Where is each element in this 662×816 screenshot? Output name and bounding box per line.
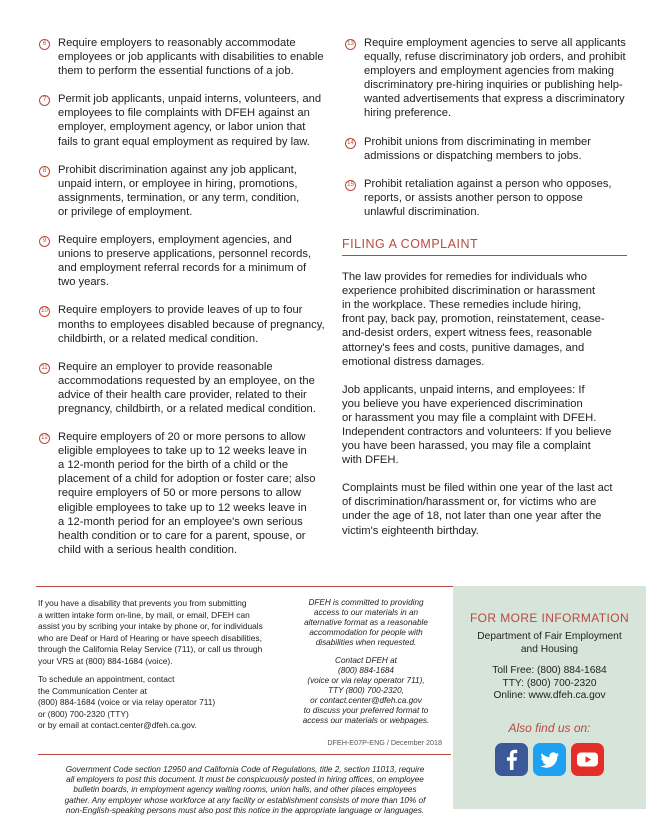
notice-line: assist you by scribing your intake by phone or, for individuals [38, 621, 263, 631]
facebook-icon[interactable] [495, 743, 528, 776]
filing-paragraph [342, 481, 627, 537]
item-line: Require employers to provide leaves of up to four [58, 304, 303, 317]
notice-line: a written intake form on-line, by mail, or email, DFEH can [38, 609, 250, 620]
notice-line: If you have a disability that prevents you from submitting [38, 598, 247, 608]
item-line: accommodations requested by an employee, on the [58, 374, 315, 387]
item-line: months to employees disabled because of pregnancy, [58, 318, 325, 331]
notice-line: (voice or via relay operator 711), [307, 676, 425, 685]
list-item [36, 163, 328, 219]
list-item [342, 36, 627, 121]
item-line: equally, refuse discriminatory job orders, and prohibit [364, 51, 626, 64]
notice-line: To schedule an appointment, contact [38, 674, 175, 684]
youtube-icon[interactable] [571, 743, 604, 776]
accessibility-notice [38, 598, 280, 732]
notice-block [290, 656, 442, 726]
item-number-badge: 10 [39, 306, 50, 317]
item-line: Require employers to reasonably accommodate [58, 37, 296, 49]
paragraph-line: Job applicants, unpaid interns, and employees: If [342, 383, 585, 396]
item-line: a 12-month period for the birth of a child or the [58, 459, 289, 472]
item-number-badge: 11 [39, 363, 50, 374]
left-column [36, 36, 328, 557]
item-line: eligible employees to take up to 12 weeks leave in [58, 445, 307, 458]
twitter-icon[interactable] [533, 743, 566, 776]
item-line: require employers of 50 or more persons to allow [58, 487, 302, 500]
paragraph-line: with DFEH. [342, 454, 399, 467]
item-line: Prohibit unions from discriminating in member [364, 135, 591, 148]
item-line: reports, or assists another person to oppose [364, 191, 583, 204]
notice-paragraph [38, 674, 280, 732]
item-line: Prohibit retaliation against a person who opposes, [364, 177, 612, 190]
social-icons [453, 743, 646, 776]
item-number-badge: 6 [39, 39, 50, 50]
item-line: unlawful discrimination. [364, 205, 480, 218]
item-line: advice of their health care provider, related to their [58, 388, 307, 401]
item-line: child with a serious health condition. [58, 543, 238, 556]
list-item [36, 360, 328, 416]
legal-line: bulletin boards, in employment agency waiting rooms, union halls, and other places employees [73, 785, 417, 795]
org-name-line: Department of Fair Employment [477, 631, 622, 642]
item-line: them to perform the essential functions of a job. [58, 65, 294, 78]
filing-paragraph [342, 270, 627, 369]
item-line: wanted advertisements that express a discriminatory [364, 93, 625, 106]
notice-line: through the California Relay Service (711), or call us through [38, 644, 263, 654]
list-item [36, 430, 328, 557]
paragraph-line: Independent contractors and volunteers: If you believe [342, 425, 612, 438]
item-number-badge: 13 [345, 39, 356, 50]
item-line: employees to file complaints with DFEH against an [58, 107, 310, 120]
item-line: unpaid intern, or employee in hiring, promotions, [58, 177, 298, 190]
paragraph-line: Complaints must be filed within one year of the last act [342, 482, 613, 495]
notice-block [290, 598, 442, 648]
item-line: Require employers of 20 or more persons to allow [58, 431, 306, 444]
item-line: admissions or dispatching members to jobs. [364, 149, 582, 162]
item-line: fails to grant equal employment as required by law. [58, 135, 310, 148]
item-line: employees or job applicants with disabilities to enable [58, 51, 324, 64]
item-line: Permit job applicants, unpaid interns, volunteers, and [58, 93, 322, 106]
info-title: FOR MORE INFORMATION [469, 611, 630, 625]
website-line: Online: www.dfeh.ca.gov [493, 690, 606, 701]
notice-line: (800) 884-1684 [338, 666, 394, 675]
item-line: assignments, termination, or any term, condition, [58, 191, 300, 204]
item-line: hiring preference. [364, 107, 452, 120]
item-line: two years. [58, 276, 109, 289]
item-line: employer, employment agency, or labor union that [58, 121, 306, 134]
legal-divider [38, 754, 451, 755]
list-item [36, 303, 328, 345]
toll-free-line: Toll Free: (800) 884-1684 [492, 665, 607, 676]
item-line: discriminatory pre-hiring inquiries or publishing help- [364, 79, 623, 92]
paragraph-line: and-desist orders, expert witness fees, reasonable [342, 327, 592, 340]
paragraph-line: experience prohibited discrimination or harassment [342, 285, 596, 298]
paragraph-line: of discrimination/harassment or, for victims who are [342, 496, 597, 509]
legal-line: non-English-speaking persons must also post this notice in the appropriate language or languages. [65, 805, 425, 815]
notice-line: the Communication Center at [38, 685, 147, 696]
legal-line: gather. Any employer whose workforce at any facility or establishment consists of more than 10% of [64, 795, 426, 805]
item-line: unions to preserve applications, personnel records, [58, 248, 312, 261]
item-line: placement of a child for adoption or foster care; also [58, 473, 316, 486]
document-code: DFEH-E07P-ENG / December 2018 [327, 738, 442, 747]
item-line: Require an employer to provide reasonable [58, 360, 273, 373]
paragraph-line: attorney's fees and costs, punitive damages, and [342, 341, 585, 354]
notice-line: alternative format as a reasonable [304, 618, 428, 627]
list-item [342, 135, 627, 163]
paragraph-line: emotional distress damages. [342, 355, 485, 368]
paragraph-line: in the workplace. These remedies include hiring, [342, 299, 582, 312]
item-line: health condition or to care for a parent, spouse, or [58, 529, 306, 542]
notice-line: access to our materials in an [313, 608, 419, 617]
posting-requirement-notice [46, 765, 444, 815]
item-number-badge: 8 [39, 166, 50, 177]
paragraph-line: front pay, back pay, promotion, reinstatement, cease- [342, 313, 605, 326]
notice-line: Contact DFEH at [335, 656, 397, 665]
item-line: childbirth, or a related medical condition. [58, 332, 259, 345]
item-number-badge: 12 [39, 433, 50, 444]
list-item [36, 92, 328, 148]
notice-line: or contact.center@dfeh.ca.gov [310, 696, 422, 705]
item-line: eligible employees to take up to 12 weeks leave in [58, 501, 307, 514]
list-item [36, 233, 328, 289]
notice-line: or (800) 700-2320 (TTY) [38, 708, 129, 719]
right-column [342, 36, 627, 538]
tty-line: TTY: (800) 700-2320 [502, 677, 597, 689]
item-line: or privilege of employment. [58, 205, 193, 218]
list-item [342, 177, 627, 219]
item-line: a 12-month period for an employee's own serious [58, 515, 303, 528]
paragraph-line: or harassment you may file a complaint with DFEH. [342, 411, 597, 424]
notice-line: DFEH is committed to providing [308, 598, 424, 607]
alternative-format-notice [290, 598, 442, 748]
item-line: Require employment agencies to serve all applicants [364, 37, 626, 49]
legal-line: all employers to post this document. It must be conspicuously posted in hiring offices, on employee [66, 775, 424, 785]
notice-line: your VRS at (800) 884-1684 (voice). [38, 655, 173, 666]
notice-paragraph [38, 598, 280, 667]
notice-line: who are Deaf or Hard of Hearing or have speech disabilities, [38, 632, 262, 643]
paragraph-line: you believe you have experienced discrimination [342, 397, 583, 410]
more-information-box [453, 586, 646, 809]
item-line: Require employers, employment agencies, and [58, 234, 292, 247]
item-line: Prohibit discrimination against any job applicant, [58, 163, 297, 176]
notice-line: (800) 884-1684 (voice or via relay operator 711) [38, 697, 216, 707]
item-number-badge: 14 [345, 138, 356, 149]
notice-line: access our materials or webpages. [302, 716, 430, 725]
paragraph-line: victim's eighteenth birthday. [342, 524, 479, 537]
notice-line: disabilities when requested. [315, 638, 417, 647]
paragraph-line: under the age of 18, not later than one year after the [342, 510, 602, 523]
notice-line: or by email at contact.center@dfeh.ca.gov. [38, 720, 197, 730]
org-name-line: and Housing [520, 643, 579, 655]
list-item [36, 36, 328, 78]
notice-line: accommodation for people with [309, 628, 423, 637]
item-line: employers and employment agencies from making [364, 65, 614, 78]
notice-line: TTY (800) 700-2320, [328, 686, 404, 695]
item-number-badge: 9 [39, 236, 50, 247]
item-number-badge: 7 [39, 95, 50, 106]
notice-line: to discuss your preferred format to [303, 706, 429, 715]
paragraph-line: The law provides for remedies for individuals who [342, 271, 587, 284]
filing-paragraph [342, 383, 627, 468]
paragraph-line: you have been harassed, you may file a complaint [342, 440, 591, 453]
find-us-label: Also find us on: [508, 720, 591, 735]
filing-complaint-heading: FILING A COMPLAINT [342, 237, 627, 256]
item-line: pregnancy, childbirth, or a related medical condition. [58, 402, 316, 415]
item-number-badge: 15 [345, 180, 356, 191]
item-line: and employment referral records for a minimum of [58, 262, 307, 275]
legal-line: Government Code section 12950 and California Code of Regulations, title 2, section 11013, require [65, 765, 425, 774]
